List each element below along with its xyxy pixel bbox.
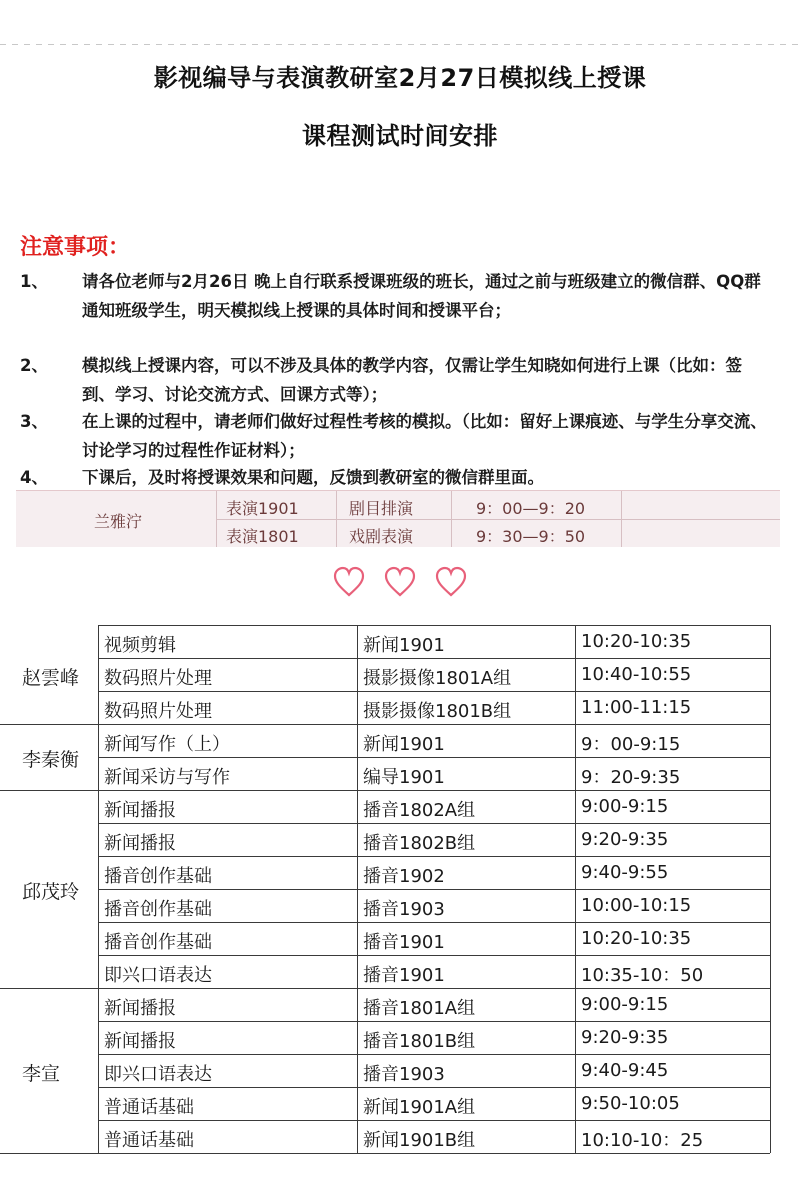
row-divider [98,1120,770,1121]
course-cell: 新闻播报 [104,998,176,1019]
time-cell: 9:20-9:35 [581,829,669,850]
note-number: 4、 [20,468,48,487]
notes-heading: 注意事项： [20,235,131,260]
class-cell: 编导1901 [363,767,445,788]
class-cell: 播音1903 [363,899,445,920]
course-cell: 新闻播报 [104,833,176,854]
row-divider [98,724,770,725]
strip-course: 剧目排演 [349,499,414,518]
document-title: 影视编导与表演教研室2月27日模拟线上授课 [153,64,647,92]
class-cell: 播音1801A组 [363,998,476,1019]
strip-course: 戏剧表演 [349,527,414,546]
row-divider [98,658,770,659]
time-cell: 9:00-9:15 [581,994,669,1015]
time-cell: 9:40-9:55 [581,862,669,883]
row-divider [98,955,770,956]
row-divider [98,1054,770,1055]
class-cell: 新闻1901A组 [363,1097,476,1118]
class-cell: 播音1901 [363,965,445,986]
time-cell: 10:10-10：25 [581,1130,704,1151]
heart-icon [434,565,468,599]
row-divider [98,1021,770,1022]
group-divider [0,1153,98,1154]
row-divider [98,1087,770,1088]
strip-time: 9：30—9：50 [476,527,586,546]
row-divider [98,922,770,923]
course-cell: 新闻写作（上） [104,734,230,755]
course-cell: 播音创作基础 [104,899,212,920]
strip-teacher: 兰雅泞 [94,512,143,531]
course-cell: 即兴口语表达 [104,1064,212,1085]
course-cell: 视频剪辑 [104,635,176,656]
column-divider [770,625,771,1153]
class-cell: 播音1902 [363,866,445,887]
teacher-cell: 邱茂玲 [22,881,80,903]
class-cell: 播音1901 [363,932,445,953]
time-cell: 9:00-9:15 [581,796,669,817]
column-divider [98,625,99,1153]
row-divider [98,856,770,857]
class-cell: 播音1802B组 [363,833,476,854]
strip-table [16,490,780,547]
course-cell: 新闻播报 [104,800,176,821]
teacher-cell: 李宣 [22,1062,61,1085]
teacher-cell: 赵雲峰 [22,666,80,689]
course-cell: 播音创作基础 [104,866,212,887]
class-cell: 播音1801B组 [363,1031,476,1052]
strip-row-divider [216,519,780,520]
time-cell: 10:20-10:35 [581,631,692,652]
row-divider [98,790,770,791]
heart-icon [332,565,366,599]
time-cell: 10:20-10:35 [581,928,692,949]
class-cell: 摄影摄像1801B组 [363,701,512,722]
time-cell: 10:40-10:55 [581,664,692,685]
row-divider [98,889,770,890]
time-cell: 9：00-9:15 [581,734,681,755]
note-text: 下课后，及时将授课效果和问题，反馈到教研室的微信群里面。 [82,468,544,487]
time-cell: 9：20-9:35 [581,767,681,788]
hearts-decoration [0,565,800,615]
strip-class: 表演1801 [226,527,299,546]
time-cell: 9:50-10:05 [581,1093,680,1114]
course-cell: 数码照片处理 [104,668,212,689]
class-cell: 新闻1901B组 [363,1130,476,1151]
note-text: 请各位老师与2月26日 晚上自行联系授课班级的班长，通过之前与班级建立的微信群、QQ群通知班级学生，明天模拟线上授课的具体时间和授课平台； [82,272,761,320]
top-dashed-border [0,44,800,45]
row-divider [98,1153,770,1154]
row-divider [98,691,770,692]
note-text: 模拟线上授课内容，可以不涉及具体的教学内容，仅需让学生知晓如何进行上课（比如：签到、学习、讨论交流方式、回课方式等）； [82,356,742,404]
group-divider [0,790,98,791]
course-cell: 即兴口语表达 [104,965,212,986]
course-cell: 新闻播报 [104,1031,176,1052]
course-cell: 数码照片处理 [104,701,212,722]
strip-class: 表演1901 [226,499,299,518]
row-divider [98,988,770,989]
heart-icon [383,565,417,599]
time-cell: 10:00-10:15 [581,895,692,916]
group-divider [0,988,98,989]
strip-time: 9：00—9：20 [476,499,586,518]
class-cell: 摄影摄像1801A组 [363,668,512,689]
note-number: 2、 [20,356,48,375]
row-divider [98,823,770,824]
note-text: 在上课的过程中，请老师们做好过程性考核的模拟。（比如：留好上课痕迹、与学生分享交流、讨论学习的过程性作证材料）； [82,412,767,460]
course-cell: 播音创作基础 [104,932,212,953]
time-cell: 9:20-9:35 [581,1027,669,1048]
note-number: 3、 [20,412,48,431]
class-cell: 播音1903 [363,1064,445,1085]
class-cell: 新闻1901 [363,635,445,656]
class-cell: 播音1802A组 [363,800,476,821]
note-number: 1、 [20,272,48,291]
teacher-cell: 李秦衡 [22,749,80,771]
time-cell: 9:40-9:45 [581,1060,669,1081]
time-cell: 10:35-10：50 [581,965,704,986]
time-cell: 11:00-11:15 [581,697,692,718]
table-border [98,625,770,626]
course-cell: 普通话基础 [104,1130,194,1151]
row-divider [98,757,770,758]
schedule-table [0,625,800,1200]
group-divider [0,724,98,725]
course-cell: 普通话基础 [104,1097,194,1118]
document-subtitle: 课程测试时间安排 [302,122,498,150]
column-divider [575,625,576,1153]
column-divider [357,625,358,1153]
course-cell: 新闻采访与写作 [104,767,230,788]
class-cell: 新闻1901 [363,734,445,755]
